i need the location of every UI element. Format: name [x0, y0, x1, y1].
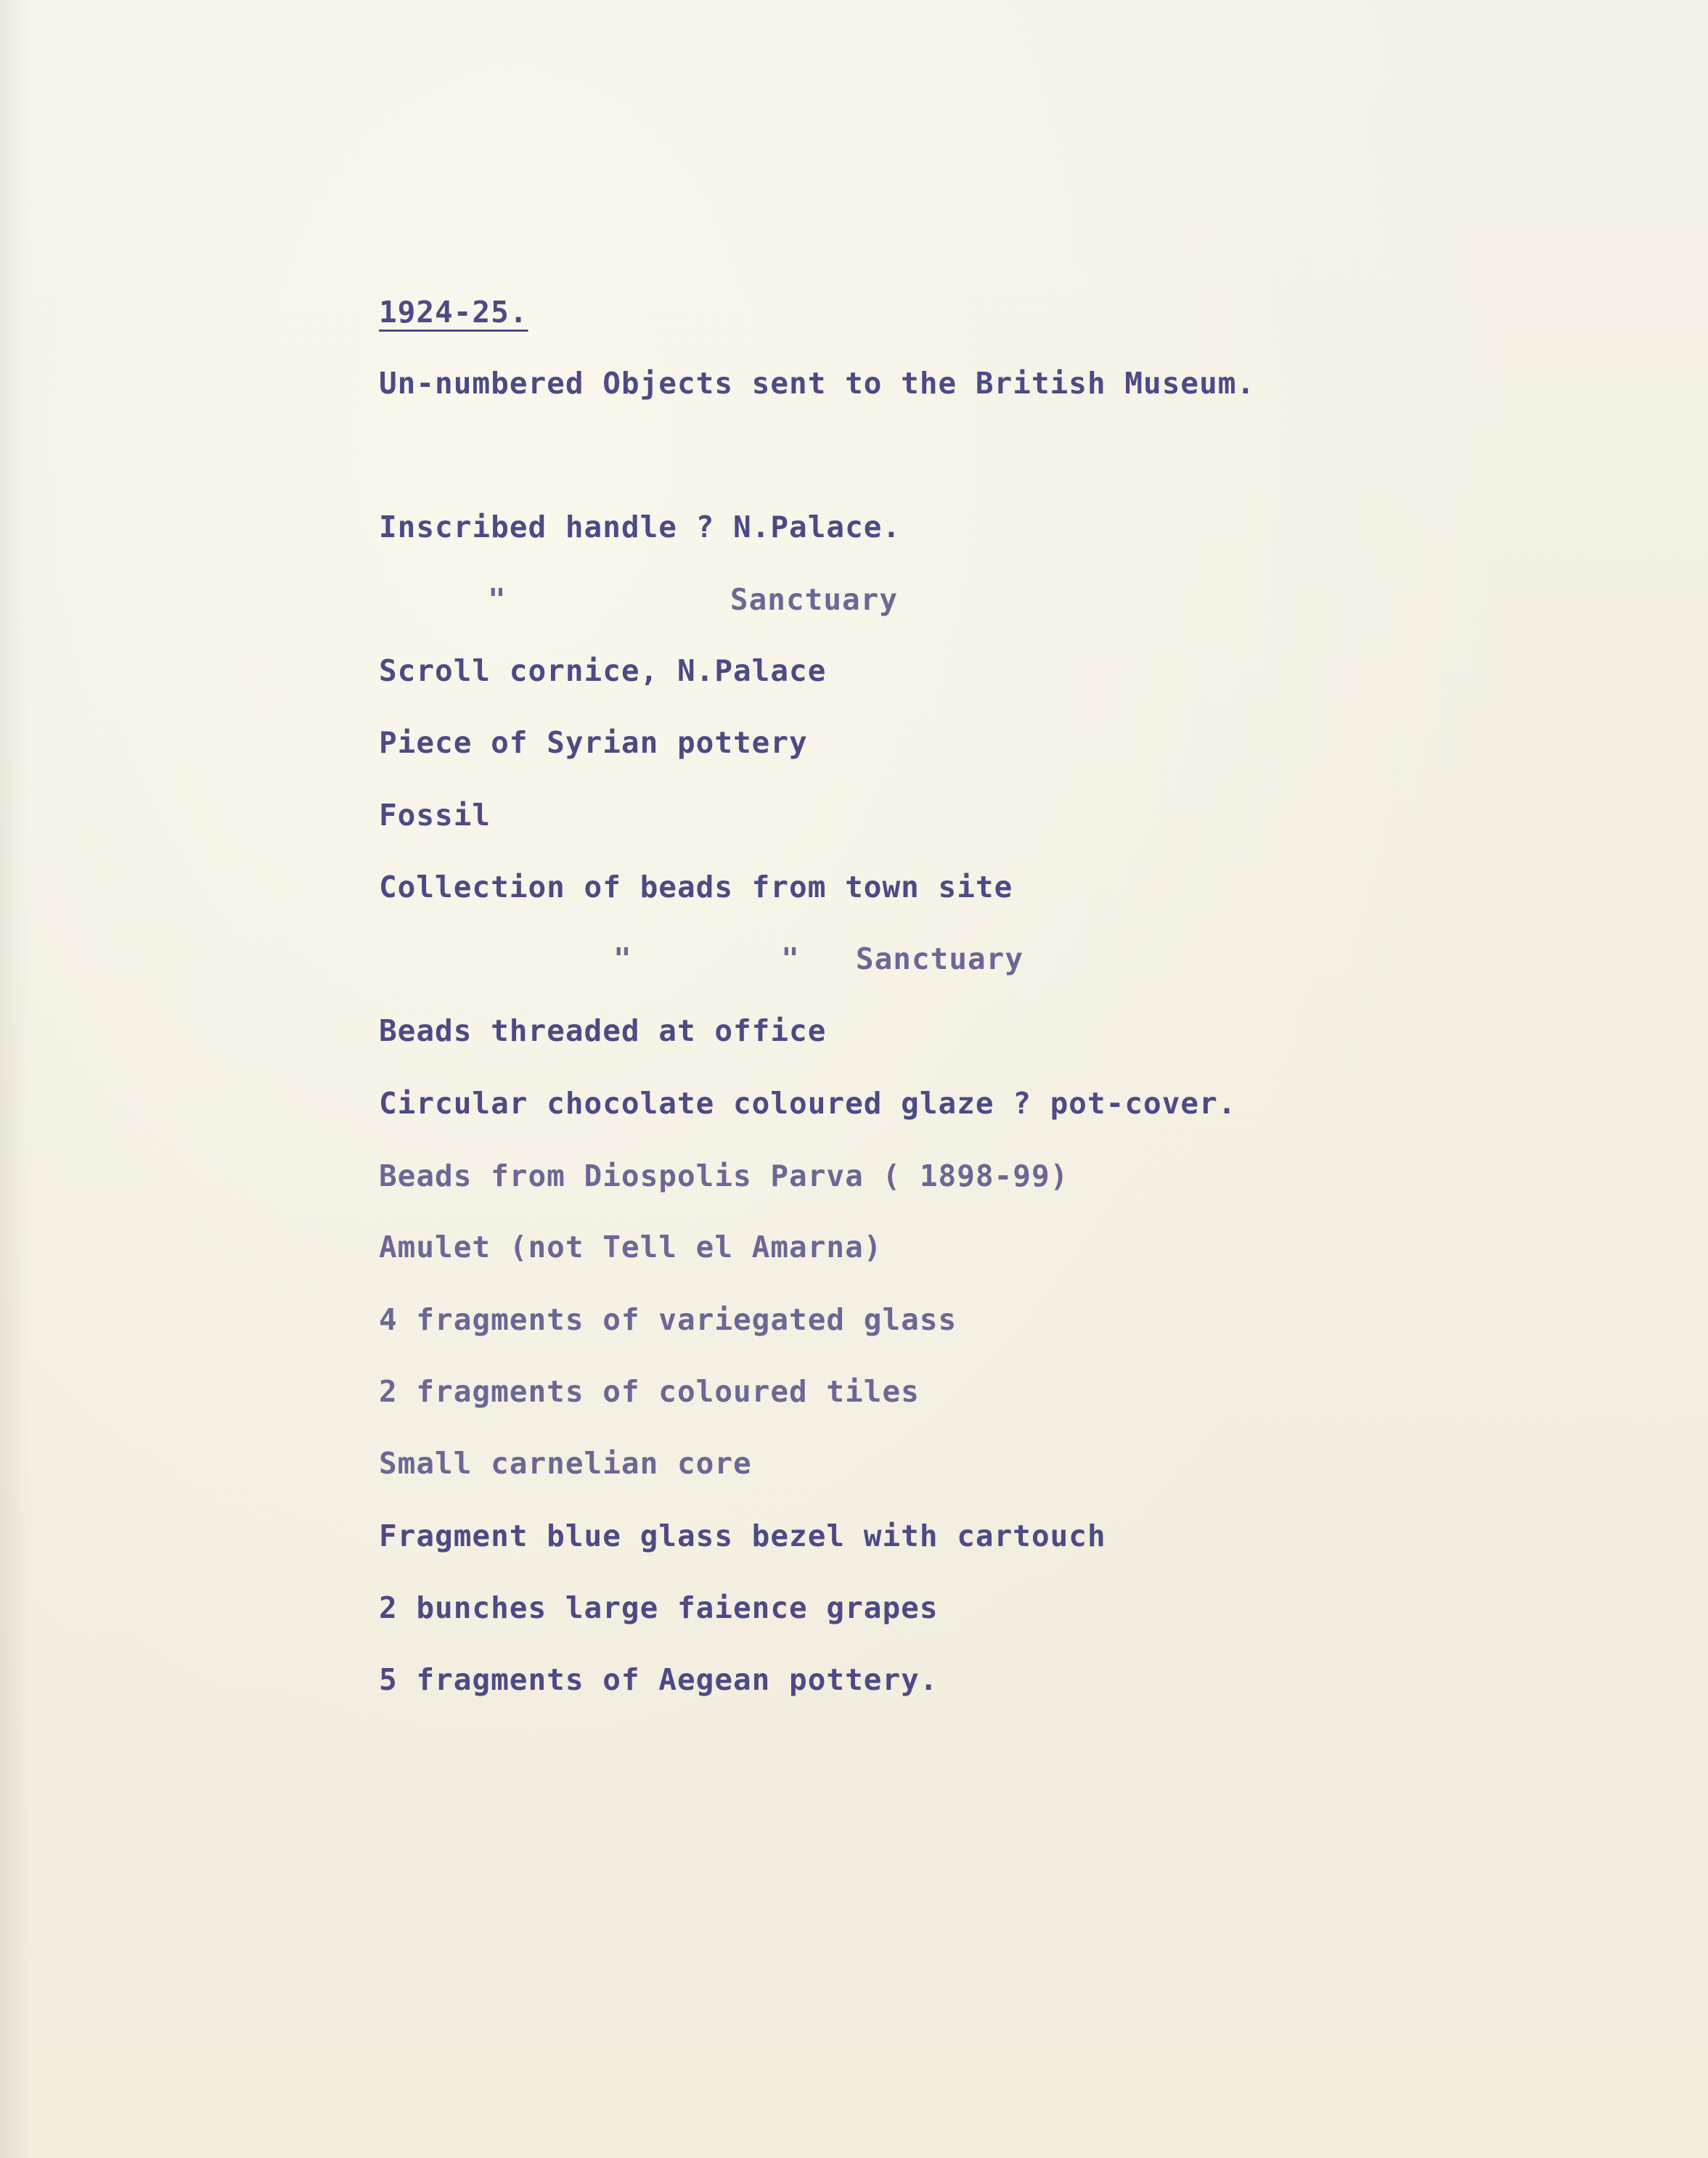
list-item: Circular chocolate coloured glaze ? pot-cover.	[379, 1086, 1237, 1121]
list-item: Scroll cornice, N.Palace	[379, 653, 827, 688]
document-title: Un-numbered Objects sent to the British Museum.	[379, 366, 1256, 401]
list-item: Beads threaded at office	[379, 1013, 827, 1048]
list-item: 2 bunches large faience grapes	[379, 1590, 939, 1625]
list-item: 2 fragments of coloured tiles	[379, 1374, 920, 1409]
list-item: Inscribed handle ? N.Palace.	[379, 510, 902, 544]
list-item: Collection of beads from town site	[379, 870, 1013, 904]
year-heading: 1924-25.	[379, 295, 528, 330]
list-item: Beads from Diospolis Parva ( 1898-99)	[379, 1158, 1069, 1193]
list-item: Small carnelian core	[379, 1446, 752, 1481]
list-item: 4 fragments of variegated glass	[379, 1302, 957, 1337]
list-item: Piece of Syrian pottery	[379, 725, 808, 760]
list-item: Amulet (not Tell el Amarna)	[379, 1230, 883, 1264]
list-item: " Sanctuary	[488, 582, 899, 617]
list-item: Fossil	[379, 798, 491, 833]
list-item: " " Sanctuary	[613, 941, 1024, 976]
list-item: Fragment blue glass bezel with cartouch	[379, 1519, 1106, 1553]
list-item: 5 fragments of Aegean pottery.	[379, 1662, 939, 1697]
